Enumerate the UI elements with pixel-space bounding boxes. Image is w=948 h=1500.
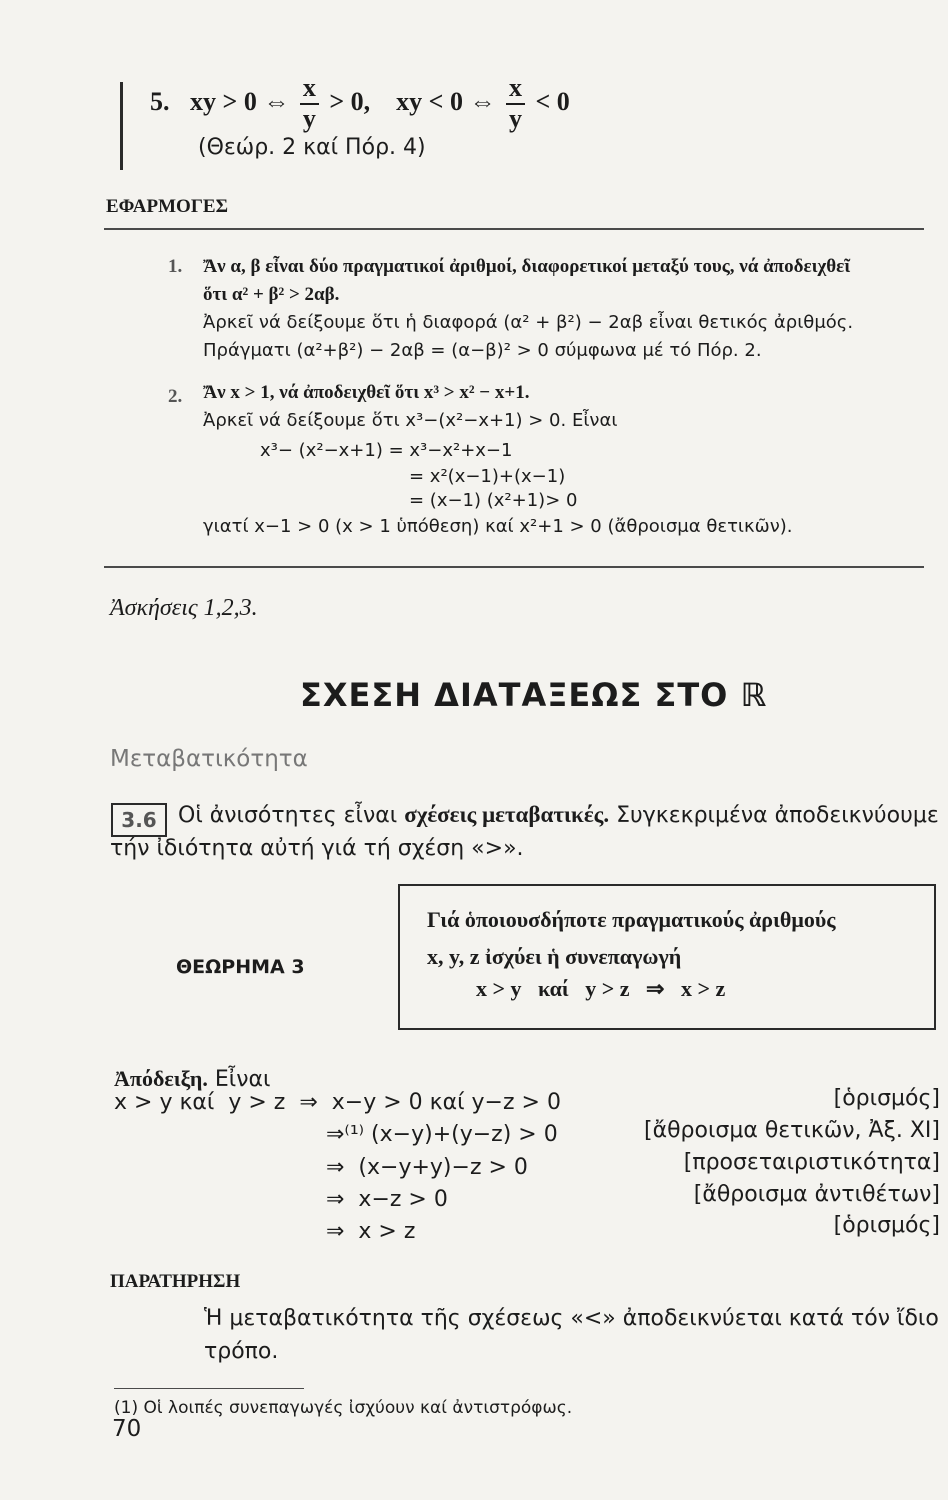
paragraph-text-1c: Συγκεκριμένα ἀποδεικνύουμε <box>609 803 939 828</box>
subsection-title: Μεταβατικότητα <box>110 746 308 772</box>
app2-proof-1: Ἀρκεῖ νά δείξουμε ὅτι x³−(x²−x+1) > 0. Εἶναι <box>203 410 618 431</box>
app2-line-1: x³− (x²−x+1) = x³−x²+x−1 <box>260 440 513 461</box>
section-5-formula <box>150 74 570 134</box>
fraction-2-den: y <box>508 104 522 134</box>
theorem-line-1: Γιά ὁποιουσδήποτε πραγματικούς ἀριθμούς <box>427 907 836 932</box>
app2-conclusion: γιατί x−1 > 0 (x > 1 ὑπόθεση) καί x²+1 > 0 (ἄθροισμα θετικῶν). <box>203 516 793 537</box>
applications-end-rule <box>104 566 924 568</box>
proof-step-5-reason: [ὁρισμός] <box>833 1213 940 1238</box>
proof-intro: Εἶναι <box>207 1067 271 1092</box>
theorem-line-2: x, y, z ἰσχύει ἡ συνεπαγωγή <box>427 944 682 969</box>
app1-proof-1: Ἀρκεῖ νά δείξουμε ὅτι ἡ διαφορά (α² + β²) − 2αβ εἶναι θετικός ἀριθμός. <box>203 312 854 333</box>
section-5-reference: (Θεώρ. 2 καί Πόρ. 4) <box>198 135 426 160</box>
proof-step-4-reason: [ἄθροισμα ἀντιθέτων] <box>693 1182 940 1207</box>
proof-intro-line <box>114 1066 270 1092</box>
theorem-label: ΘΕΩΡΗΜΑ 3 <box>176 956 305 978</box>
proof-step-1-expr: x > y καί y > z ⇒ x−y > 0 καί y−z > 0 <box>114 1090 561 1115</box>
applications-rule <box>104 228 924 230</box>
applications-heading: ΕΦΑΡΜΟΓΕΣ <box>106 196 228 217</box>
fraction-1 <box>300 74 319 133</box>
proof-step-1-reason: [ὁρισμός] <box>833 1086 940 1111</box>
proof-step-2-reason: [ἄθροισμα θετικῶν, Ἀξ. XI] <box>643 1118 940 1143</box>
theorem-line-3: x > y καί y > z ⇒ x > z <box>476 976 726 1001</box>
section-5-left: xy > 0 ⇔ <box>190 87 290 116</box>
section-5-right: < 0 <box>535 87 570 116</box>
fraction-2-num: x <box>506 74 525 105</box>
app1-number: 1. <box>168 256 183 277</box>
paragraph-emphasis: σχέσεις μεταβατικές. <box>404 802 610 827</box>
paragraph-text-1a: Οἱ ἀνισότητες εἶναι <box>178 803 405 828</box>
app1-statement-2: ὅτι α² + β² > 2αβ. <box>203 284 340 305</box>
remark-text-1: Ἡ μεταβατικότητα τῆς σχέσεως «<» ἀποδεικνύεται κατά τόν ἴδιο <box>204 1306 939 1331</box>
proof-step-5-expr: ⇒ x > z <box>326 1219 416 1244</box>
section-5-mid: > 0, xy < 0 ⇔ <box>329 87 496 116</box>
app2-number: 2. <box>168 386 183 407</box>
app1-proof-2: Πράγματι (α²+β²) − 2αβ = (α−β)² > 0 σύμφωνα μέ τό Πόρ. 2. <box>203 340 762 361</box>
proof-step-4-expr: ⇒ x−z > 0 <box>326 1187 448 1212</box>
page-number: 70 <box>112 1416 142 1442</box>
fraction-1-num: x <box>300 74 319 105</box>
proof-heading: Ἀπόδειξη. <box>114 1066 208 1091</box>
app2-statement: Ἄν x > 1, νά ἀποδειχθεῖ ὅτι x³ > x² − x+1. <box>203 382 530 403</box>
app1-statement-1: Ἄν α, β εἶναι δύο πραγματικοί ἀριθμοί, διαφορετικοί μεταξύ τους, νά ἀποδειχθεῖ <box>203 256 851 277</box>
footnote-rule <box>114 1388 304 1389</box>
remark-text-2: τρόπο. <box>204 1339 279 1364</box>
paragraph-text-line-2: τήν ἰδιότητα αὐτή γιά τή σχέση «>». <box>110 836 524 861</box>
app2-line-2: = x²(x−1)+(x−1) <box>409 466 566 487</box>
section-5-margin-bar <box>120 82 123 170</box>
chapter-title: ΣΧΕΣΗ ΔΙΑΤΑΞΕΩΣ ΣΤΟ ℝ <box>300 676 768 714</box>
fraction-1-den: y <box>302 104 316 134</box>
proof-step-3-expr: ⇒ (x−y+y)−z > 0 <box>326 1155 528 1180</box>
proof-step-2-expr: ⇒⁽¹⁾ (x−y)+(y−z) > 0 <box>326 1122 558 1147</box>
exercises-reference: Ἀσκήσεις 1,2,3. <box>110 595 258 621</box>
fraction-2 <box>506 74 525 133</box>
footnote-text: (1) Οἱ λοιπές συνεπαγωγές ἰσχύουν καί ἀντιστρόφως. <box>114 1398 573 1418</box>
section-5-number: 5. <box>150 87 170 116</box>
paragraph-label: 3.6 <box>111 803 167 837</box>
remark-heading: ΠΑΡΑΤΗΡΗΣΗ <box>110 1271 241 1292</box>
paragraph-text-line-1 <box>178 802 939 828</box>
proof-step-3-reason: [προσεταιριστικότητα] <box>683 1150 940 1175</box>
app2-line-3: = (x−1) (x²+1)> 0 <box>409 490 578 511</box>
